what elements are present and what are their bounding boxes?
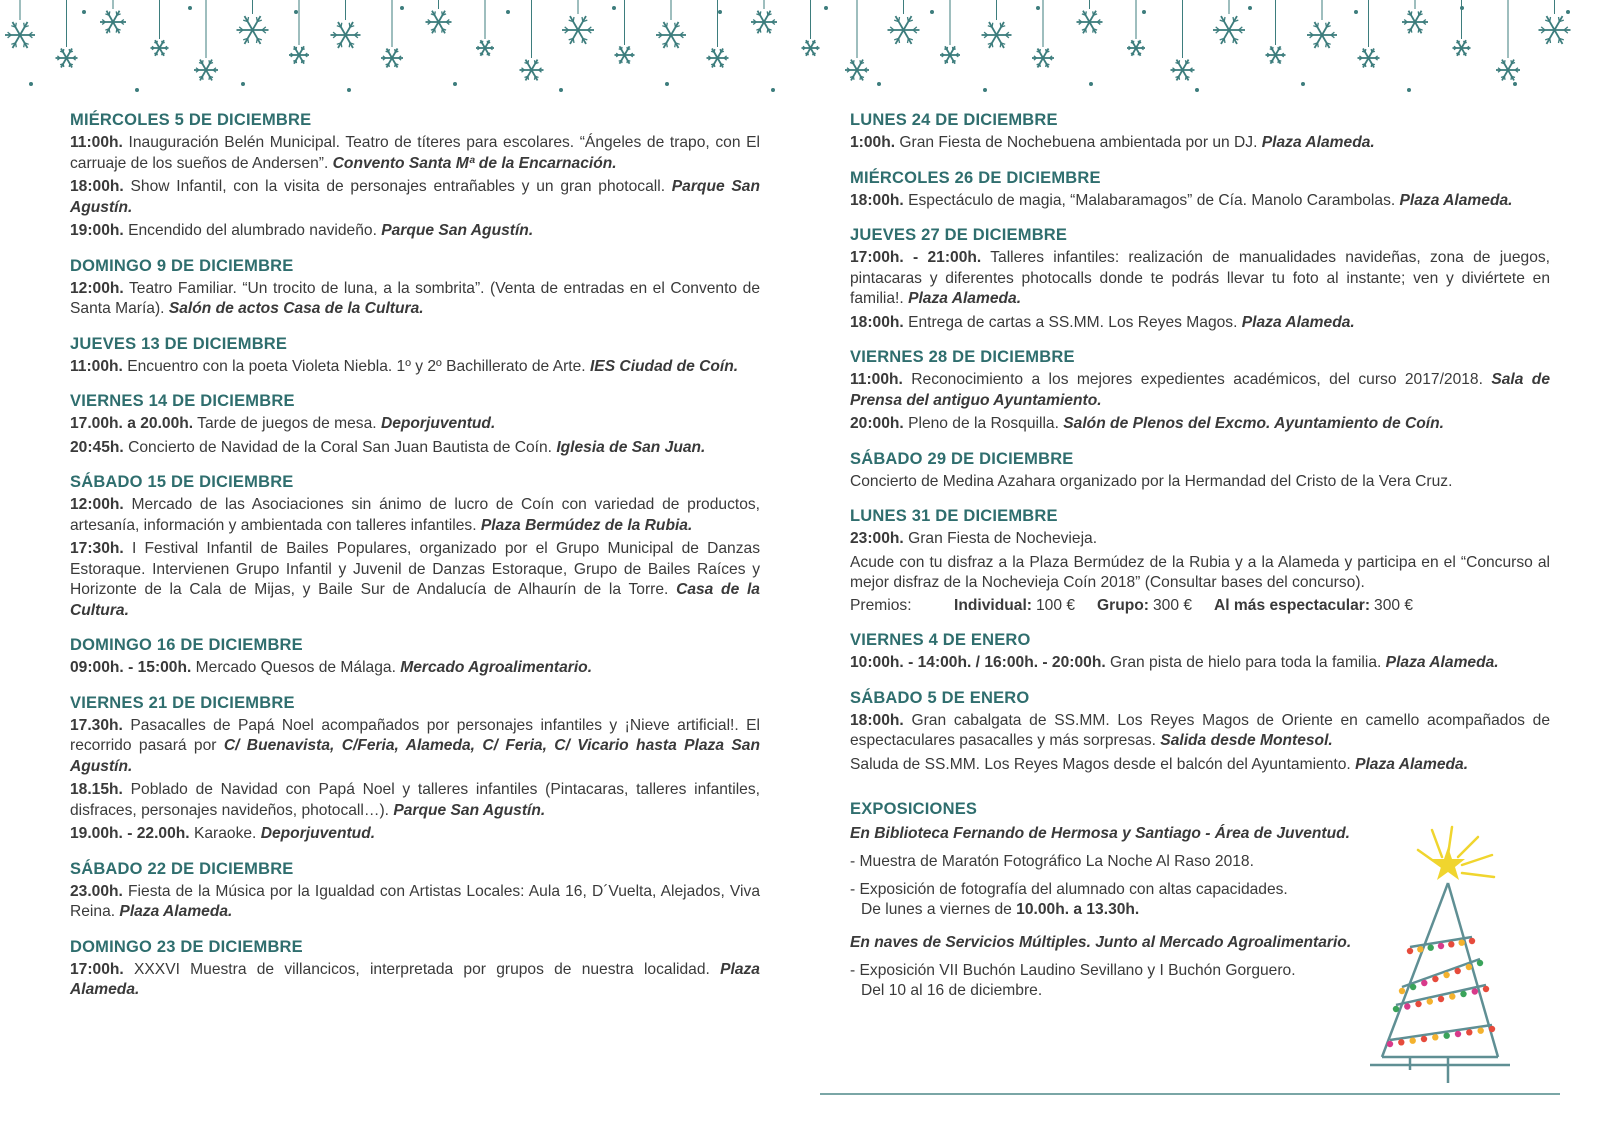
event-entry [850,133,1550,154]
event-entry [70,824,760,845]
day-block [850,168,1550,212]
event-time: 20:45h. [70,438,124,456]
left-column [70,110,760,1015]
event-text: Encuentro con la poeta Violeta Niebla. 1º y 2º Bachillerato de Arte. [122,357,590,375]
event-entry [70,716,760,778]
event-entry [70,177,760,218]
day-title: SÁBADO 22 DE DICIEMBRE [70,859,294,878]
prize-name: Grupo: [1097,596,1149,614]
day-block [850,225,1550,333]
star-rays [1418,827,1494,877]
prizes-label: Premios: [850,596,912,614]
event-text: Gran Fiesta de Nochevieja. [903,530,1098,547]
event-time: 19.00h. - 22.00h. [70,825,190,842]
event-place: Plaza Alameda. [1385,654,1499,671]
event-time: 17:00h. [70,960,124,978]
event-text: I Festival Infantil de Bailes Populares, organizado por el Grupo Municipal de Danzas Estoraque. Intervienen Grupo Infantil y Juvenil de Danzas Estoraque, Grupo de Bailes Raíces y Horizonte de la Cala de Mijas, y Baile Sur de Andalucía de Alhaurín de la Torre. [70,540,760,598]
event-text: Poblado de Navidad con Papá Noel y talleres infantiles (Pintacaras, talleres infantiles, disfraces, personajes navideños, photocall…). [70,781,760,819]
day-title: SÁBADO 5 DE ENERO [850,688,1030,707]
event-place: Sala de Prensa del antiguo Ayuntamiento. [850,371,1550,409]
exhibition-item: - Muestra de Maratón Fotográfico La Noche Al Raso 2018. [850,853,1254,870]
event-entry [850,653,1550,674]
event-entry [70,539,760,621]
day-block [70,391,760,458]
day-block [70,937,760,1001]
event-entry [70,495,760,536]
exhibition-item-text: - Exposición VII Buchón Laudino Sevillano y I Buchón Gorguero. [850,961,1296,979]
exhibitions-section [850,799,1390,1002]
event-place: Plaza Alameda. [1399,191,1513,209]
day-block [70,635,760,679]
event-entry [70,960,760,1001]
day-block [850,630,1550,674]
event-place: Convento Santa Mª de la Encarnación. [332,154,617,172]
event-time: 17:00h. - 21:00h. [850,249,982,266]
event-place: Plaza Alameda. [70,960,760,998]
event-entry [70,438,760,459]
event-entry [70,780,760,821]
event-text: Gran pista de hielo para toda la familia. [1105,654,1386,671]
prize-name: Individual: [954,596,1032,614]
event-time: 20:00h. [850,415,904,432]
event-time: 17:30h. [70,540,124,557]
event-text: Mercado Quesos de Málaga. [191,659,401,676]
event-time: 09:00h. - 15:00h. [70,659,192,676]
day-title: SÁBADO 29 DE DICIEMBRE [850,449,1074,468]
exhibition-item [850,880,1390,921]
event-text: Pasacalles de Papá Noel acompañados por personajes infantiles y ¡Nieve artificial!. El recorrido pasará por [70,716,760,754]
day-title: DOMINGO 23 DE DICIEMBRE [70,937,303,956]
event-entry [70,414,760,435]
event-entry [70,357,760,378]
hours-value: 10.00h. a 13.30h. [1016,901,1140,918]
event-text: Fiesta de la Música por la Igualdad con Artistas Locales: Aula 16, D´Vuelta, Alejados, Viva Reina. [70,882,760,920]
event-time: 11:00h. [850,371,903,388]
day-title: VIERNES 14 DE DICIEMBRE [70,392,295,410]
exhibition-venue: En naves de Servicios Múltiples. Junto al Mercado Agroalimentario. [850,933,1352,951]
event-place: Casa de la Cultura. [70,581,760,619]
event-time: 12:00h. [70,279,124,297]
event-time: 19:00h. [70,222,124,239]
event-time: 23:00h. [850,530,904,547]
day-block [850,110,1550,154]
event-entry [70,133,760,174]
event-text: Entrega de cartas a SS.MM. Los Reyes Magos. [903,313,1242,331]
event-time: 23.00h. [70,882,123,900]
event-time: 10:00h. - 14:00h. / 16:00h. - 20:00h. [850,654,1106,671]
event-place: Parque San Agustín. [393,801,546,819]
day-title: DOMINGO 16 DE DICIEMBRE [70,636,303,654]
event-entry [70,279,760,320]
event-place: Salón de actos Casa de la Cultura. [168,300,424,317]
event-place: Plaza Alameda. [908,290,1022,307]
event-text: Encendido del alumbrado navideño. [123,222,382,239]
exhibition-item [850,961,1390,1002]
hours-prefix: De lunes a viernes de [861,901,1017,918]
day-block [70,859,760,923]
event-place: C/ Buenavista, C/Feria, Alameda, C/ Feria, C/ Vicario hasta Plaza San Agustín. [70,737,760,775]
event-time: 18:00h. [70,178,124,195]
event-text: Acude con tu disfraz a la Plaza Bermúdez de la Rubia y a la Alameda y participa en el “Concurso al mejor disfraz de la Nochevieja Coín 2018” (Consultar bases del concurso). [850,553,1550,591]
event-entry [70,221,760,242]
event-entry [850,248,1550,310]
event-time: 11:00h. [70,357,123,375]
day-title: JUEVES 13 DE DICIEMBRE [70,334,288,353]
event-entry [850,755,1550,776]
event-text: Espectáculo de magia, “Malabaramagos” de Cía. Manolo Carambolas. [903,191,1400,209]
event-place: Plaza Alameda. [1261,134,1375,151]
event-text: Saluda de SS.MM. Los Reyes Magos desde el balcón del Ayuntamiento. [850,755,1356,773]
day-title: LUNES 31 DE DICIEMBRE [850,507,1058,525]
day-block [70,334,760,378]
prizes-row [850,596,1550,617]
event-place: Plaza Alameda. [119,903,233,920]
day-title: VIERNES 21 DE DICIEMBRE [70,693,295,712]
day-block [850,347,1550,435]
event-text: Karaoke. [189,825,261,842]
day-title: VIERNES 28 DE DICIEMBRE [850,348,1075,366]
event-time: 17.30h. [70,716,123,734]
exhibitions-title: EXPOSICIONES [850,800,978,818]
day-block [850,688,1550,776]
event-time: 12:00h. [70,496,124,513]
event-time: 18:00h. [850,711,904,729]
day-block [70,693,760,845]
event-entry [850,711,1550,752]
day-block [70,256,760,320]
event-place: Salida desde Montesol. [1160,732,1333,749]
event-place: Mercado Agroalimentario. [400,659,593,676]
event-text: Concierto de Medina Azahara organizado por la Hermandad del Cristo de la Vera Cruz. [850,472,1453,490]
prize-name: Al más espectacular: [1214,596,1371,614]
christmas-tree-icon [1370,825,1570,1105]
event-text: Concierto de Navidad de la Coral San Juan Bautista de Coín. [123,438,557,456]
day-block [850,506,1550,594]
event-place: Deporjuventud. [260,825,376,842]
event-entry [850,553,1550,594]
snowflake-garland-icon [0,0,1599,100]
exhibition-hours [850,900,1390,921]
event-place: Plaza Bermúdez de la Rubia. [480,516,693,534]
event-text: Show Infantil, con la visita de personajes entrañables y un gran photocall. [123,178,672,195]
day-title: DOMINGO 9 DE DICIEMBRE [70,256,294,275]
exhibition-venue: En Biblioteca Fernando de Hermosa y Santiago - Área de Juventud. [850,825,1350,842]
exhibition-item-text: - Exposición de fotografía del alumnado con altas capacidades. [850,880,1288,898]
prize-value: 300 € [1374,596,1414,614]
prize-value: 300 € [1152,596,1192,614]
event-text: Teatro Familiar. “Un trocito de luna, a la sombrita”. (Venta de entradas en el Convento de Santa María). [70,279,760,317]
event-entry [850,472,1550,493]
event-place: Deporjuventud. [380,415,496,432]
event-entry [850,370,1550,411]
event-time: 1:00h. [850,134,896,151]
day-block [70,472,760,621]
event-place: Parque San Agustín. [70,178,760,216]
day-block [70,110,760,242]
event-text: Mercado de las Asociaciones sin ánimo de lucro de Coín con variedad de productos, artesanía, información y ambientada con talleres infantiles. [70,496,760,534]
event-text: Talleres infantiles: realización de manualidades navideñas, zona de juegos, pintacaras y diferentes photocalls donde te podrás llevar tu foto al instante; ven y diviértete en familia!. [850,249,1550,307]
event-text: Tarde de juegos de mesa. [193,415,381,432]
event-text: Gran Fiesta de Nochebuena ambientada por un DJ. [895,134,1262,151]
event-text: Gran cabalgata de SS.MM. Los Reyes Magos de Oriente en camello acompañados de espectaculares pasacalles y más sorpresas. [850,711,1550,749]
day-title: SÁBADO 15 DE DICIEMBRE [70,473,294,491]
day-title: LUNES 24 DE DICIEMBRE [850,111,1058,129]
day-title: VIERNES 4 DE ENERO [850,631,1031,649]
event-time: 18:00h. [850,313,904,331]
event-place: Plaza Alameda. [1355,755,1469,773]
event-place: Plaza Alameda. [1241,313,1355,331]
bottom-rule [820,1093,1560,1095]
event-entry [850,191,1550,212]
event-entry [850,414,1550,435]
day-title: MIÉRCOLES 5 DE DICIEMBRE [70,111,312,129]
event-place: IES Ciudad de Coín. [589,357,739,375]
day-title: MIÉRCOLES 26 DE DICIEMBRE [850,168,1101,187]
event-entry [850,529,1550,550]
event-text: Reconocimiento a los mejores expedientes académicos, del curso 2017/2018. [902,371,1492,388]
event-place: Parque San Agustín. [381,222,534,239]
event-time: 18:00h. [850,191,904,209]
day-block [850,449,1550,493]
prize-value: 100 € [1035,596,1075,614]
event-text: Inauguración Belén Municipal. Teatro de títeres para escolares. “Ángeles de trapo, con El carruaje de los sueños de Andersen”. [70,134,760,172]
event-entry [850,313,1550,334]
event-time: 17.00h. a 20.00h. [70,415,194,432]
event-entry [70,658,760,679]
day-title: JUEVES 27 DE DICIEMBRE [850,226,1068,244]
event-text: Pleno de la Rosquilla. [903,415,1064,432]
event-text: XXXVI Muestra de villancicos, interpretada por grupos de nuestra localidad. [123,960,721,978]
event-time: 18.15h. [70,781,123,798]
exhibition-dates: Del 10 al 16 de diciembre. [861,982,1043,999]
event-place: Iglesia de San Juan. [556,438,706,456]
event-entry [70,882,760,923]
event-place: Salón de Plenos del Excmo. Ayuntamiento de Coín. [1063,415,1444,432]
event-time: 11:00h. [70,134,123,151]
